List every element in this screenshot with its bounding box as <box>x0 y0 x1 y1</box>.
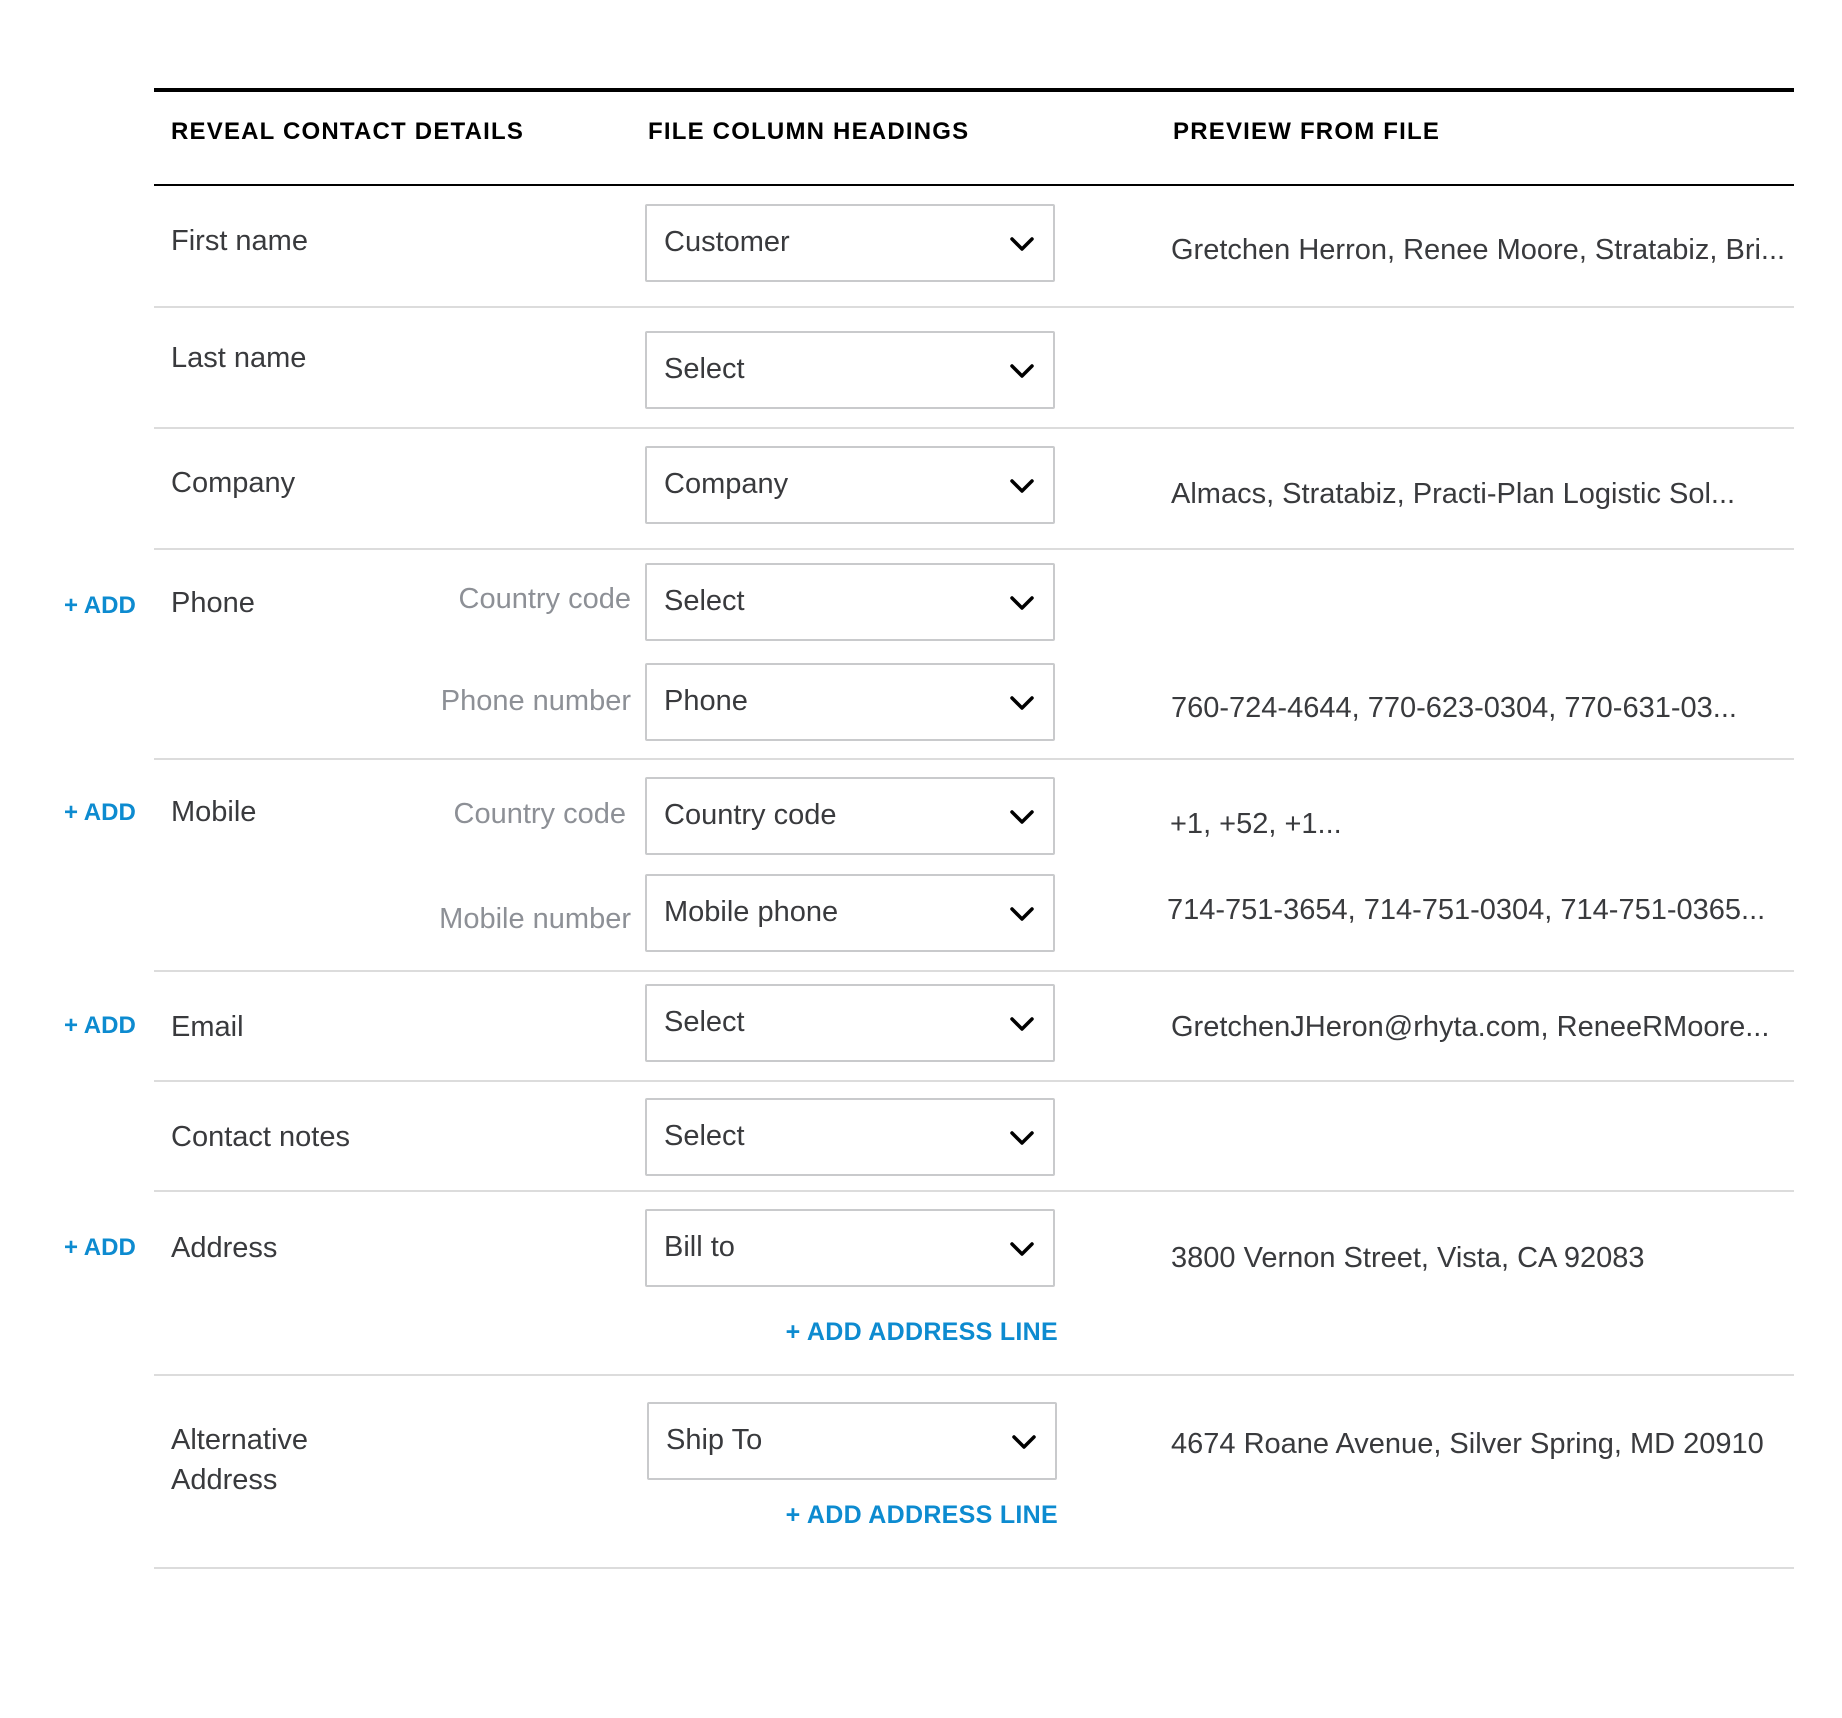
field-label-email: Email <box>171 1011 244 1043</box>
field-label-mobile: Mobile <box>171 796 257 828</box>
chevron-down-icon <box>1009 1012 1035 1036</box>
phone-number-select-value: Phone <box>664 685 748 717</box>
mobile-number-preview: 714-751-3654, 714-751-0304, 714-751-0365... <box>1167 894 1766 926</box>
row-divider <box>154 306 1794 308</box>
table-bottom-border <box>154 1567 1794 1569</box>
mobile-country-code-preview: +1, +52, +1... <box>1170 808 1342 840</box>
mobile-number-select[interactable] <box>645 874 1055 952</box>
chevron-down-icon <box>1009 805 1035 829</box>
column-heading-file: FILE COLUMN HEADINGS <box>648 118 970 145</box>
chevron-down-icon <box>1009 1126 1035 1150</box>
mobile-country-code-label: Country code <box>453 798 626 830</box>
mobile-number-select-value: Mobile phone <box>664 896 839 928</box>
email-preview: GretchenJHeron@rhyta.com, ReneeRMoore... <box>1171 1011 1770 1043</box>
chevron-down-icon <box>1009 359 1035 383</box>
row-divider <box>154 1374 1794 1376</box>
field-label-last-name: Last name <box>171 342 307 374</box>
row-divider <box>154 1080 1794 1082</box>
phone-number-select[interactable] <box>645 663 1055 741</box>
first-name-select-value: Customer <box>664 226 790 258</box>
mobile-country-code-select[interactable] <box>645 777 1055 855</box>
company-select-value: Company <box>664 468 789 500</box>
add-mobile-link[interactable]: + ADD <box>64 799 136 826</box>
row-divider <box>154 970 1794 972</box>
row-divider <box>154 1190 1794 1192</box>
email-select[interactable] <box>645 984 1055 1062</box>
phone-number-label: Phone number <box>440 685 631 717</box>
phone-country-code-label: Country code <box>458 583 631 615</box>
field-label-company: Company <box>171 467 296 499</box>
company-preview: Almacs, Stratabiz, Practi-Plan Logistic Sol... <box>1171 478 1736 510</box>
last-name-select[interactable] <box>645 331 1055 409</box>
field-label-phone: Phone <box>171 587 255 619</box>
first-name-select[interactable] <box>645 204 1055 282</box>
field-label-contact-notes: Contact notes <box>171 1121 350 1153</box>
alt-address-select-value: Ship To <box>666 1424 763 1456</box>
last-name-select-value: Select <box>664 353 745 385</box>
address-preview: 3800 Vernon Street, Vista, CA 92083 <box>1171 1242 1645 1274</box>
column-heading-reveal: REVEAL CONTACT DETAILS <box>171 118 525 145</box>
add-phone-link[interactable]: + ADD <box>64 592 136 619</box>
column-heading-preview: PREVIEW FROM FILE <box>1173 118 1441 145</box>
chevron-down-icon <box>1009 902 1035 926</box>
company-select[interactable] <box>645 446 1055 524</box>
add-address-link[interactable]: + ADD <box>64 1234 136 1261</box>
chevron-down-icon <box>1009 474 1035 498</box>
phone-number-preview: 760-724-4644, 770-623-0304, 770-631-03... <box>1171 692 1737 724</box>
field-label-alt-address-line1: Alternative <box>171 1424 309 1456</box>
contact-notes-select-value: Select <box>664 1120 745 1152</box>
mobile-number-label: Mobile number <box>439 903 631 935</box>
contact-notes-select[interactable] <box>645 1098 1055 1176</box>
chevron-down-icon <box>1011 1430 1037 1454</box>
row-divider <box>154 427 1794 429</box>
phone-country-code-select-value: Select <box>664 585 745 617</box>
header-divider <box>154 184 1794 186</box>
chevron-down-icon <box>1009 591 1035 615</box>
row-divider <box>154 758 1794 760</box>
add-address-line-link[interactable]: + ADD ADDRESS LINE <box>785 1318 1058 1346</box>
alt-address-select[interactable] <box>647 1402 1057 1480</box>
email-select-value: Select <box>664 1006 745 1038</box>
chevron-down-icon <box>1009 232 1035 256</box>
add-email-link[interactable]: + ADD <box>64 1012 136 1039</box>
mobile-country-code-select-value: Country code <box>664 799 837 831</box>
add-alt-address-line-link[interactable]: + ADD ADDRESS LINE <box>785 1501 1058 1529</box>
row-divider <box>154 548 1794 550</box>
field-label-address: Address <box>171 1232 278 1264</box>
chevron-down-icon <box>1009 1237 1035 1261</box>
address-select-value: Bill to <box>664 1231 735 1263</box>
address-select[interactable] <box>645 1209 1055 1287</box>
alt-address-preview: 4674 Roane Avenue, Silver Spring, MD 20910 <box>1171 1428 1764 1460</box>
phone-country-code-select[interactable] <box>645 563 1055 641</box>
chevron-down-icon <box>1009 691 1035 715</box>
field-label-first-name: First name <box>171 225 308 257</box>
table-top-border <box>154 88 1794 92</box>
field-label-alt-address-line2: Address <box>171 1464 278 1496</box>
first-name-preview: Gretchen Herron, Renee Moore, Stratabiz, Bri... <box>1171 234 1786 266</box>
